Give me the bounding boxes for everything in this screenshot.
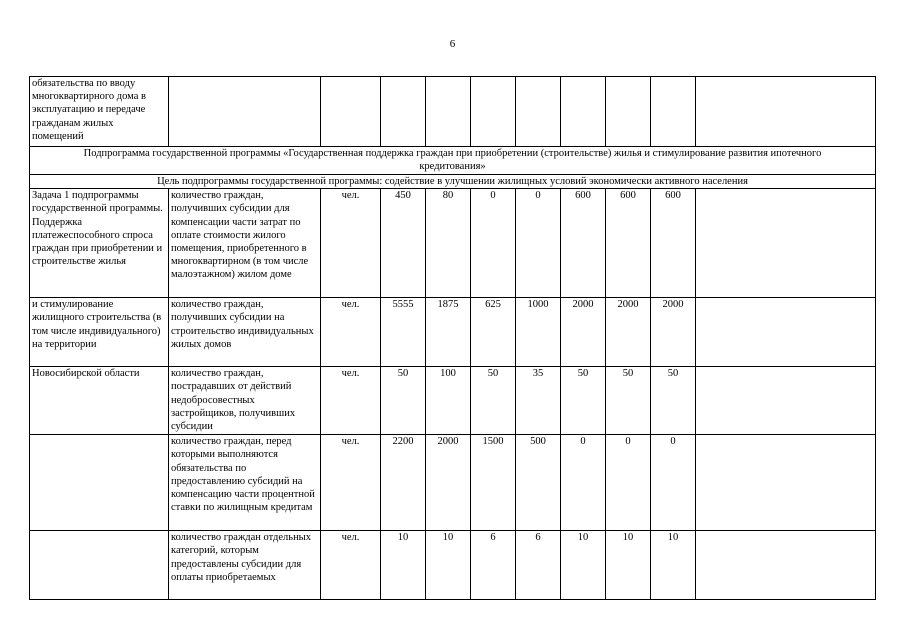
value-cell: 0 bbox=[561, 435, 606, 531]
table-row bbox=[30, 77, 876, 147]
value-cell: 0 bbox=[651, 435, 696, 531]
task-cell: и стимулирование жилищного строительства (в том числе индивидуального) на территории bbox=[30, 298, 169, 367]
value-cell: 2200 bbox=[381, 435, 426, 531]
value-cell: 0 bbox=[606, 435, 651, 531]
goal-title: Цель подпрограммы государственной программы: содействие в улучшении жилищных условий экономически активного населения bbox=[30, 175, 876, 189]
value-cell: 1000 bbox=[516, 298, 561, 367]
task-cell: Задача 1 подпрограммы государственной программы. Поддержка платежеспособного спроса граждан при приобретении и строительстве жилья bbox=[30, 189, 169, 298]
indicator-cell: количество граждан, перед которыми выполняются обязательства по предоставлению субсидий на компенсацию части процентной ставки по жилищным кредитам bbox=[169, 435, 321, 531]
value-cell: 2000 bbox=[561, 298, 606, 367]
table-row bbox=[30, 189, 876, 298]
indicator-cell: количество граждан, пострадавших от действий недобросовестных застройщиков, получивших субсидии bbox=[169, 367, 321, 435]
table-row bbox=[30, 367, 876, 435]
unit-cell: чел. bbox=[321, 435, 381, 531]
subprogram-title: Подпрограмма государственной программы «Государственная поддержка граждан при приобретении (строительстве) жилья и стимулирование развития ипотечного кредитования» bbox=[30, 147, 876, 175]
value-cell: 10 bbox=[606, 531, 651, 600]
value-cell: 50 bbox=[651, 367, 696, 435]
table-row bbox=[30, 531, 876, 600]
value-cell: 80 bbox=[426, 189, 471, 298]
value-cell: 50 bbox=[471, 367, 516, 435]
value-cell: 600 bbox=[561, 189, 606, 298]
value-cell: 10 bbox=[381, 531, 426, 600]
goal-row bbox=[30, 175, 876, 189]
value-cell: 6 bbox=[516, 531, 561, 600]
value-cell: 450 bbox=[381, 189, 426, 298]
value-cell: 2000 bbox=[426, 435, 471, 531]
value-cell: 600 bbox=[606, 189, 651, 298]
value-cell: 50 bbox=[561, 367, 606, 435]
value-cell: 100 bbox=[426, 367, 471, 435]
unit-cell: чел. bbox=[321, 189, 381, 298]
task-cell: Новосибирской области bbox=[30, 367, 169, 435]
value-cell: 35 bbox=[516, 367, 561, 435]
value-cell: 2000 bbox=[651, 298, 696, 367]
indicator-cell: количество граждан, получивших субсидии для компенсации части затрат по оплате стоимости жилого помещения, приобретенного в многоквартирном (в том числе малоэтажном) жилом доме bbox=[169, 189, 321, 298]
page-number: 6 bbox=[449, 38, 456, 50]
unit-cell: чел. bbox=[321, 367, 381, 435]
value-cell: 6 bbox=[471, 531, 516, 600]
unit-cell: чел. bbox=[321, 298, 381, 367]
subprogram-row bbox=[30, 147, 876, 175]
value-cell: 10 bbox=[426, 531, 471, 600]
value-cell: 0 bbox=[471, 189, 516, 298]
unit-cell: чел. bbox=[321, 531, 381, 600]
value-cell: 600 bbox=[651, 189, 696, 298]
value-cell: 2000 bbox=[606, 298, 651, 367]
value-cell: 1875 bbox=[426, 298, 471, 367]
value-cell: 50 bbox=[606, 367, 651, 435]
value-cell: 5555 bbox=[381, 298, 426, 367]
table-row bbox=[30, 435, 876, 531]
indicator-cell: количество граждан отдельных категорий, которым предоставлены субсидии для оплаты приобретаемых bbox=[169, 531, 321, 600]
value-cell: 0 bbox=[516, 189, 561, 298]
value-cell: 10 bbox=[651, 531, 696, 600]
value-cell: 500 bbox=[516, 435, 561, 531]
value-cell: 50 bbox=[381, 367, 426, 435]
indicator-cell: обязательства по вводу многоквартирного дома в эксплуатацию и передаче гражданам жилых помещений bbox=[30, 77, 169, 147]
value-cell: 10 bbox=[561, 531, 606, 600]
value-cell: 1500 bbox=[471, 435, 516, 531]
value-cell: 625 bbox=[471, 298, 516, 367]
table-row bbox=[30, 298, 876, 367]
indicator-cell: количество граждан, получивших субсидии на строительство индивидуальных жилых домов bbox=[169, 298, 321, 367]
indicators-table bbox=[29, 76, 876, 600]
